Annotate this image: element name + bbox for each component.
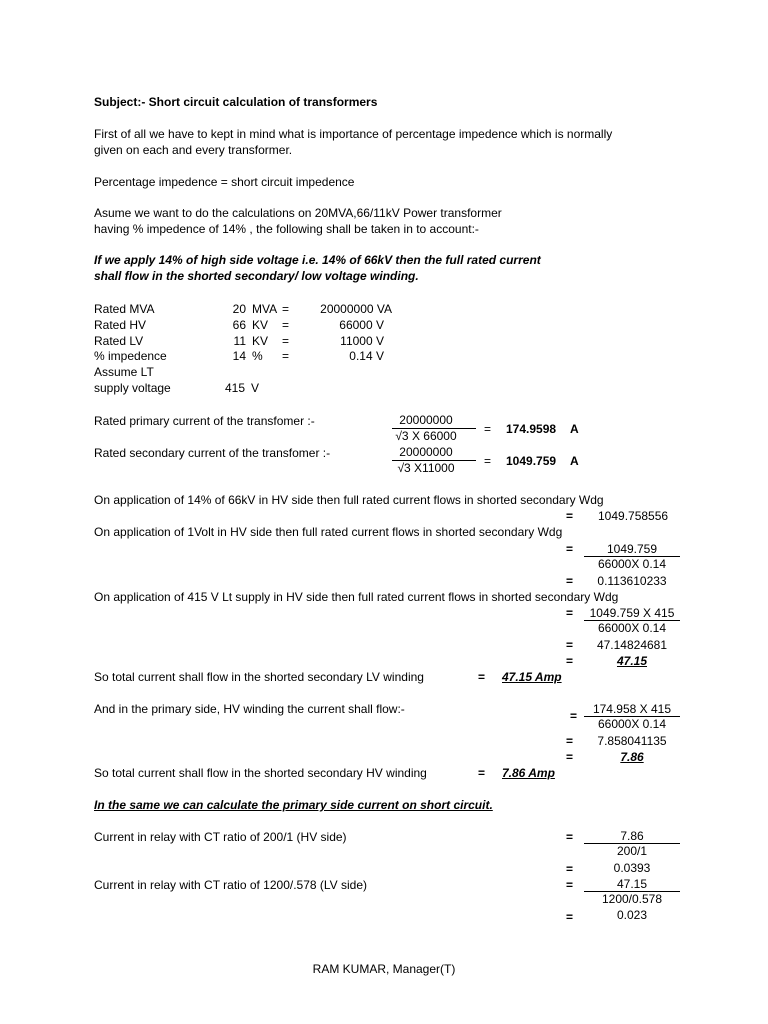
primary-side-value: 7.858041135	[597, 734, 667, 748]
emphasis-line-1: If we apply 14% of high side voltage i.e. 14% of 66kV then the full rated current	[94, 253, 541, 267]
primary-result: 174.9598	[506, 422, 557, 436]
primary-denominator: √3 X 66000	[395, 429, 457, 443]
rating-equals: =	[282, 349, 290, 363]
secondary-current-label: Rated secondary current of the transfomer :-	[94, 446, 331, 460]
primary-side-equals-2: =	[566, 734, 574, 748]
application-1v-denominator: 66000X 0.14	[597, 557, 667, 571]
rating-label: Rated MVA	[94, 302, 155, 316]
relay-lv-equals: =	[566, 878, 574, 892]
rating-unit: KV	[252, 318, 269, 332]
rating-converted: 66000 V	[339, 318, 384, 332]
application-1v-value: 0.113610233	[597, 574, 667, 588]
primary-side-numerator: 174.958 X 415	[592, 702, 672, 716]
application-415-rounded: 47.15	[616, 654, 648, 668]
relay-lv-value: 0.023	[616, 908, 648, 922]
total-lv-equals: =	[478, 670, 486, 684]
application-14-value: 1049.758556	[598, 509, 669, 523]
relay-hv-equals-2: =	[566, 862, 574, 876]
primary-side-equals-3: =	[566, 750, 574, 764]
rating-converted: 20000000 VA	[320, 302, 392, 316]
emphasis-line-2: shall flow in the shorted secondary/ low voltage winding.	[94, 269, 419, 283]
secondary-result: 1049.759	[506, 454, 557, 468]
rating-label: Rated LV	[94, 334, 144, 348]
assume-lt-label: Assume LT	[94, 365, 154, 379]
relay-lv-text: Current in relay with CT ratio of 1200/.578 (LV side)	[94, 878, 368, 892]
secondary-unit: A	[570, 454, 579, 468]
application-415-value: 47.14824681	[596, 638, 668, 652]
total-hv-equals: =	[478, 766, 486, 780]
relay-lv-numerator: 47.15	[616, 877, 648, 891]
secondary-denominator: √3 X11000	[397, 461, 455, 475]
primary-numerator: 20000000	[399, 413, 453, 427]
application-1v-numerator: 1049.759	[606, 542, 658, 556]
rating-converted: 0.14 V	[349, 349, 384, 363]
intro-line-1: First of all we have to kept in mind what is importance of percentage impedence which is normally	[94, 127, 613, 141]
rating-unit: MVA	[252, 302, 278, 316]
application-415-denominator: 66000X 0.14	[597, 621, 667, 635]
relay-hv-equals: =	[566, 830, 574, 844]
footer-author: RAM KUMAR, Manager(T)	[312, 962, 456, 976]
assumption-line-2: having % impedence of 14% , the following shall be taken in to account:-	[94, 222, 479, 236]
relay-hv-value: 0.0393	[613, 861, 651, 875]
primary-unit: A	[570, 422, 579, 436]
rating-value: 20	[232, 302, 246, 316]
application-415-equals-2: =	[566, 638, 574, 652]
supply-voltage-unit: V	[251, 381, 260, 395]
rating-label: Rated HV	[94, 318, 147, 332]
subject-title: Subject:- Short circuit calculation of transformers	[94, 95, 378, 109]
application-1v-equals-2: =	[566, 574, 574, 588]
rating-value: 14	[232, 349, 246, 363]
application-415-numerator: 1049.759 X 415	[589, 606, 675, 620]
rating-value: 11	[233, 334, 246, 348]
application-415-equals: =	[566, 606, 574, 620]
supply-voltage-label: supply voltage	[94, 381, 171, 395]
total-hv-text: So total current shall flow in the shorted secondary HV winding	[94, 766, 427, 780]
application-415-equals-3: =	[566, 654, 574, 668]
relay-lv-equals-2: =	[566, 910, 574, 924]
definition-text: Percentage impedence = short circuit impedence	[94, 175, 355, 189]
primary-equals: =	[484, 422, 492, 436]
rating-label: % impedence	[94, 349, 167, 363]
total-lv-value: 47.15 Amp	[502, 670, 562, 684]
application-14-text: On application of 14% of 66kV in HV side then full rated current flows in shorted secondary Wdg	[94, 493, 604, 507]
relay-lv-denominator: 1200/0.578	[601, 892, 663, 906]
primary-side-rounded: 7.86	[620, 750, 644, 764]
secondary-numerator: 20000000	[399, 445, 453, 459]
supply-voltage-value: 415	[225, 381, 246, 395]
application-1v-equals: =	[566, 542, 574, 556]
note-text: In the same we can calculate the primary side current on short circuit.	[94, 798, 493, 812]
relay-hv-text: Current in relay with CT ratio of 200/1 (HV side)	[94, 830, 347, 844]
secondary-equals: =	[484, 454, 492, 468]
rating-equals: =	[282, 318, 290, 332]
rating-unit: KV	[252, 334, 269, 348]
assumption-line-1: Asume we want to do the calculations on 20MVA,66/11kV Power transformer	[94, 206, 502, 220]
primary-side-equals: =	[570, 709, 578, 723]
primary-current-label: Rated primary current of the transfomer :-	[94, 414, 315, 428]
relay-hv-denominator: 200/1	[616, 844, 648, 858]
rating-converted: 11000 V	[340, 334, 384, 348]
primary-side-text: And in the primary side, HV winding the current shall flow:-	[94, 702, 405, 716]
application-1v-text: On application of 1Volt in HV side then full rated current flows in shorted secondary Wdg	[94, 525, 563, 539]
rating-value: 66	[232, 318, 246, 332]
relay-hv-numerator: 7.86	[620, 829, 644, 843]
total-hv-value: 7.86 Amp	[502, 766, 555, 780]
application-415-text: On application of 415 V Lt supply in HV side then full rated current flows in shorted secondary Wdg	[94, 590, 619, 604]
primary-side-denominator: 66000X 0.14	[597, 717, 667, 731]
rating-unit: %	[252, 349, 263, 363]
rating-equals: =	[282, 334, 290, 348]
intro-line-2: given on each and every transformer.	[94, 143, 293, 157]
rating-equals: =	[282, 302, 290, 316]
total-lv-text: So total current shall flow in the shorted secondary LV winding	[94, 670, 424, 684]
application-14-equals: =	[566, 509, 574, 523]
